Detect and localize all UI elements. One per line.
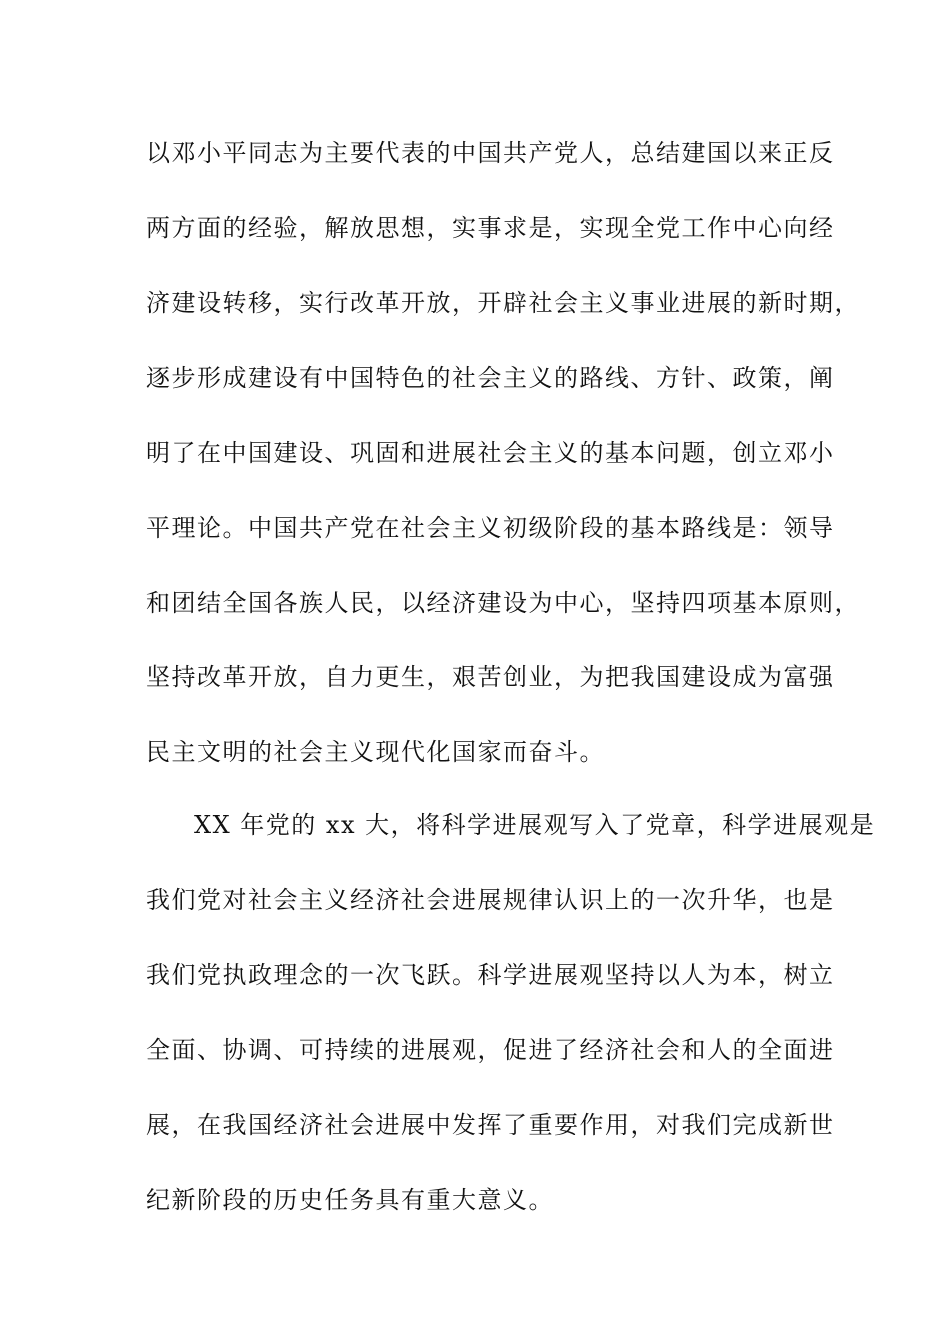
paragraph-1-line-8: 坚持改革开放，自力更生，艰苦创业，为把我国建设成为富强 — [146, 663, 835, 691]
paragraph-1-line-5: 明了在中国建设、巩固和进展社会主义的基本问题，创立邓小 — [146, 439, 835, 467]
paragraph-2-line-1: XX 年党的 xx 大，将科学进展观写入了党章，科学进展观是 — [194, 811, 876, 839]
paragraph-2-line-3: 我们党执政理念的一次飞跃。科学进展观坚持以人为本，树立 — [146, 961, 835, 989]
paragraph-2-line-5: 展，在我国经济社会进展中发挥了重要作用，对我们完成新世 — [146, 1111, 835, 1139]
paragraph-1-line-6: 平理论。中国共产党在社会主义初级阶段的基本路线是：领导 — [146, 514, 835, 542]
paragraph-1-line-9: 民主文明的社会主义现代化国家而奋斗。 — [146, 738, 605, 766]
paragraph-1-line-3: 济建设转移，实行改革开放，开辟社会主义事业进展的新时期， — [146, 289, 860, 317]
paragraph-1-line-2: 两方面的经验，解放思想，实事求是，实现全党工作中心向经 — [146, 214, 835, 242]
paragraph-2-line-4: 全面、协调、可持续的进展观，促进了经济社会和人的全面进 — [146, 1036, 835, 1064]
paragraph-2-line-2: 我们党对社会主义经济社会进展规律认识上的一次升华，也是 — [146, 886, 835, 914]
paragraph-1-line-1: 以邓小平同志为主要代表的中国共产党人，总结建国以来正反 — [146, 139, 835, 167]
paragraph-2-line-6: 纪新阶段的历史任务具有重大意义。 — [146, 1186, 554, 1214]
paragraph-1-line-7: 和团结全国各族人民，以经济建设为中心，坚持四项基本原则， — [146, 589, 860, 617]
paragraph-1-line-4: 逐步形成建设有中国特色的社会主义的路线、方针、政策，阐 — [146, 364, 835, 392]
